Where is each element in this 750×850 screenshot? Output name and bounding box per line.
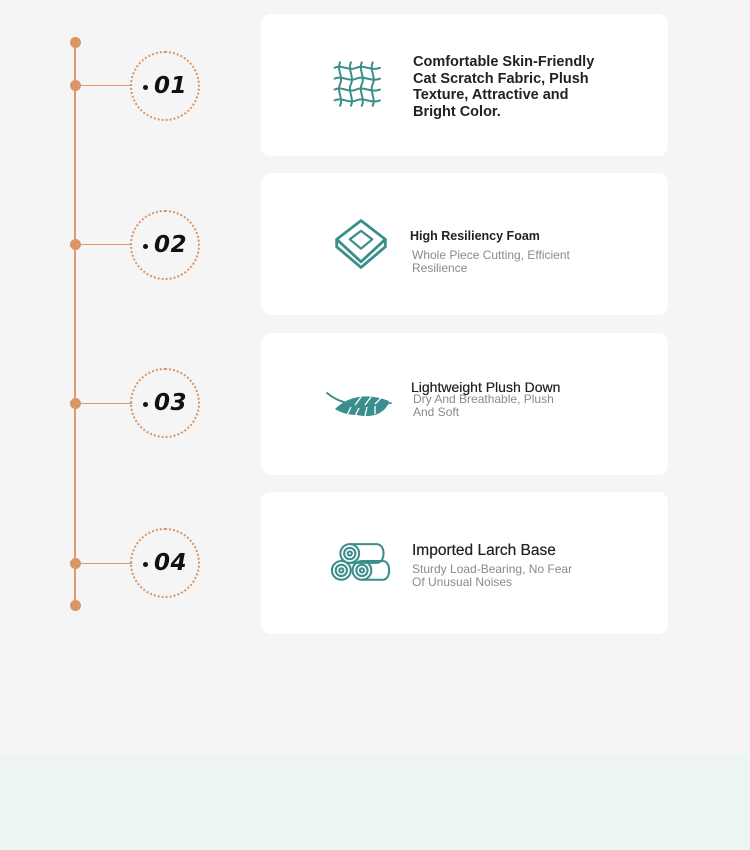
step-number: 03 [153, 390, 187, 416]
feature-title: Comfortable Skin-Friendly Cat Scratch Fabric, Plush Texture, Attractive and Bright Color. [413, 54, 595, 120]
bottom-band [0, 755, 750, 850]
step-number: 04 [153, 550, 187, 576]
step-number-badge [130, 210, 200, 280]
feature-card [261, 333, 668, 475]
feather-icon [325, 385, 395, 425]
feature-card [261, 14, 668, 156]
bullet-dot [143, 402, 148, 407]
wood-logs-icon [331, 540, 391, 582]
feature-text [410, 229, 590, 275]
feature-title: Imported Larch Base [412, 542, 556, 559]
foam-block-icon [329, 215, 393, 273]
step-number-badge [130, 51, 200, 121]
bullet-dot [143, 85, 148, 90]
feature-text [411, 379, 561, 419]
feature-title: High Resiliency Foam [410, 229, 540, 243]
feature-card [261, 173, 668, 315]
feature-description: Whole Piece Cutting, Efficient Resilience [412, 248, 570, 275]
timeline-branch [76, 85, 132, 86]
feature-text [413, 54, 603, 120]
bullet-dot [143, 244, 148, 249]
timeline-line [74, 42, 76, 605]
timeline-end-dot [70, 600, 81, 611]
step-number: 01 [153, 73, 187, 99]
timeline-branch [76, 244, 132, 245]
step-number-badge [130, 368, 200, 438]
bullet-dot [143, 562, 148, 567]
feature-card [261, 492, 668, 634]
timeline-end-dot [70, 37, 81, 48]
timeline-branch [76, 403, 132, 404]
step-number-badge [130, 528, 200, 598]
feature-title: Lightweight Plush Down [411, 379, 561, 395]
feature-text [412, 542, 587, 589]
feature-description: Sturdy Load-Bearing, No Fear Of Unusual Noises [412, 562, 573, 589]
fabric-weave-icon [331, 56, 389, 114]
feature-description: Dry And Breathable, Plush And Soft [413, 392, 554, 419]
step-number: 02 [153, 232, 187, 258]
timeline-branch [76, 563, 132, 564]
